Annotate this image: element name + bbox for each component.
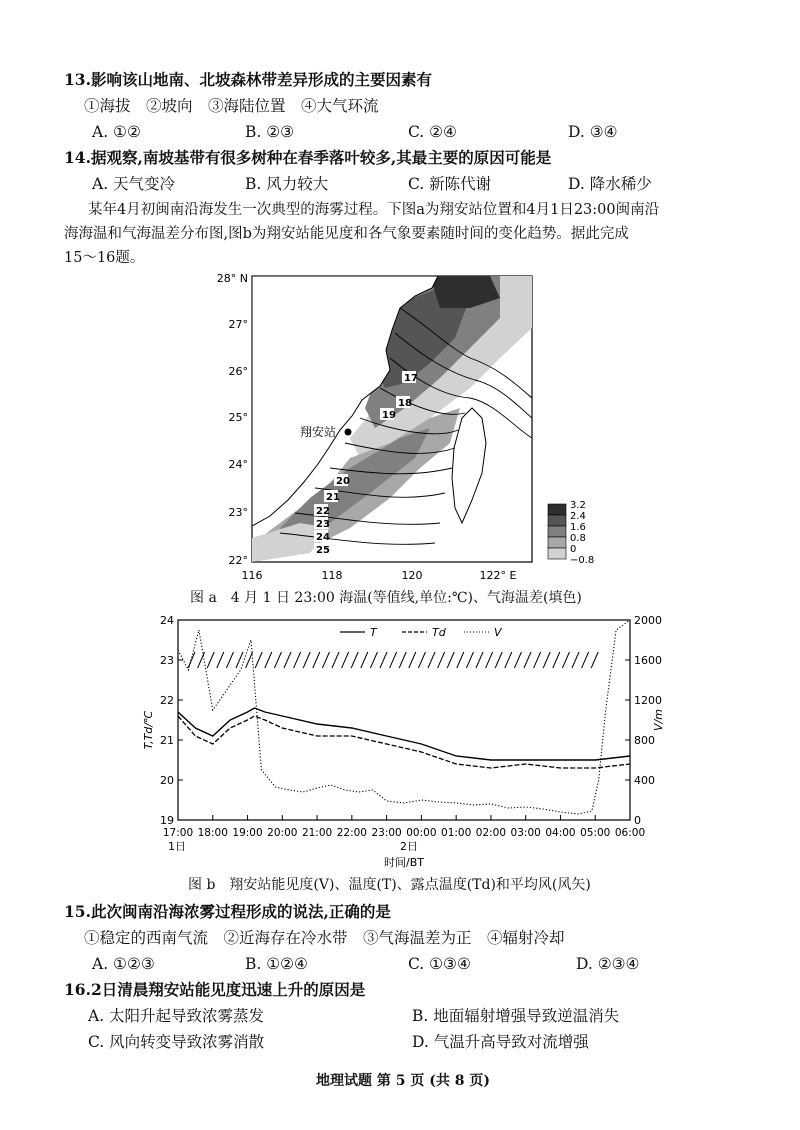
- lon-label-118: 118: [321, 569, 343, 582]
- question-16-option-c[interactable]: C. 风向转变导致浓雾消散: [88, 1033, 265, 1051]
- question-15-option-d[interactable]: D. ②③④: [576, 955, 640, 973]
- y-axis-right-title: V/m: [652, 709, 665, 731]
- wind-barb: [370, 652, 377, 668]
- y-left-tick-label: 21: [160, 734, 174, 747]
- wind-barb: [505, 652, 512, 668]
- y-axis-left-title: T,Td/℃: [142, 710, 155, 750]
- legend-swatch-3: [548, 537, 566, 548]
- legend-label-t: T: [370, 626, 377, 639]
- question-14-option-c[interactable]: C. 新陈代谢: [408, 175, 492, 193]
- x-tick-label: 23:00: [371, 827, 402, 839]
- isotherm-label-24: 24: [316, 532, 330, 543]
- chart-legend: [340, 626, 503, 639]
- wind-barb: [409, 652, 416, 668]
- lat-label-28: 28° N: [216, 272, 248, 285]
- wind-barb: [457, 652, 464, 668]
- lat-label-24: 24°: [228, 458, 248, 471]
- question-14-option-b[interactable]: B. 风力较大: [245, 175, 329, 193]
- wind-barbs: [188, 652, 598, 668]
- question-16-stem: 16.2日清晨翔安站能见度迅速上升的原因是: [64, 980, 366, 999]
- question-16-option-a[interactable]: A. 太阳升起导致浓雾蒸发: [88, 1007, 265, 1025]
- x-tick-label: 03:00: [510, 827, 541, 839]
- wind-barb: [390, 652, 397, 668]
- isotherm-label-25: 25: [316, 545, 330, 556]
- wind-barb: [591, 652, 598, 668]
- wind-barb: [226, 652, 233, 668]
- y-right-tick-label: 1600: [634, 654, 662, 667]
- wind-barb: [572, 652, 579, 668]
- wind-barb: [476, 652, 483, 668]
- question-13-option-c[interactable]: C. ②④: [408, 123, 457, 141]
- wind-barb: [399, 652, 406, 668]
- y-left-tick-label: 23: [160, 654, 174, 667]
- question-14-option-a[interactable]: A. 天气变冷: [92, 175, 176, 193]
- wind-barb: [246, 652, 253, 668]
- lat-label-22: 22°: [228, 554, 248, 567]
- question-14-stem: 14.据观察,南坡基带有很多树种在春季落叶较多,其最主要的原因可能是: [64, 148, 552, 167]
- legend-label-td: Td: [432, 626, 446, 639]
- x-tick-label: 01:00: [441, 827, 472, 839]
- legend-swatch-1: [548, 515, 566, 526]
- x-tick-label: 22:00: [336, 827, 367, 839]
- x-tick-label: 18:00: [197, 827, 228, 839]
- wind-barb: [255, 652, 262, 668]
- x-tick-label: 04:00: [545, 827, 576, 839]
- wind-barb: [553, 652, 560, 668]
- wind-barb: [332, 652, 339, 668]
- x-tick-label: 19:00: [232, 827, 263, 839]
- question-15-factors: ①稳定的西南气流 ②近海存在冷水带 ③气海温差为正 ④辐射冷却: [84, 929, 565, 947]
- question-16-option-d[interactable]: D. 气温升高导致对流增强: [412, 1033, 589, 1051]
- question-13-option-d[interactable]: D. ③④: [568, 123, 618, 141]
- isotherm-label-17: 17: [404, 373, 418, 384]
- x-tick-label: 06:00: [614, 827, 646, 839]
- y-right-tick-label: 2000: [634, 614, 662, 627]
- y-right-tick-label: 400: [634, 774, 655, 787]
- lon-label-122: 122° E: [479, 569, 517, 582]
- lat-label-23: 23°: [228, 506, 248, 519]
- y-right-tick-label: 800: [634, 734, 655, 747]
- legend-label-0.8: 0.8: [570, 533, 586, 544]
- wind-barb: [380, 652, 387, 668]
- wind-barb: [284, 652, 291, 668]
- series-v-line: [178, 620, 630, 814]
- legend-label-neg0.8: −0.8: [570, 555, 595, 566]
- y-right-tick-label: 0: [634, 814, 641, 827]
- question-15-option-b[interactable]: B. ①②④: [245, 955, 308, 973]
- wind-barb: [418, 652, 425, 668]
- legend-label-1.6: 1.6: [570, 522, 586, 533]
- x-sublabel-day1: 1日: [168, 840, 186, 853]
- x-tick-label: 17:00: [162, 827, 194, 839]
- question-13-factors: ①海拔 ②坡向 ③海陆位置 ④大气环流: [84, 97, 379, 115]
- question-16-option-b[interactable]: B. 地面辐射增强导致逆温消失: [412, 1007, 620, 1025]
- question-15-option-c[interactable]: C. ①③④: [408, 955, 471, 973]
- y-right-tick-label: 1200: [634, 694, 662, 707]
- wind-barb: [294, 652, 301, 668]
- lat-label-26: 26°: [228, 365, 248, 378]
- series-t-line: [178, 708, 630, 760]
- x-tick-label: 21:00: [301, 827, 333, 839]
- y-left-tick-label: 22: [160, 694, 174, 707]
- wind-barb: [303, 652, 310, 668]
- lon-label-120: 120: [401, 569, 423, 582]
- wind-barb: [438, 652, 445, 668]
- wind-barb: [486, 652, 493, 668]
- figure-a-map: [200, 268, 630, 586]
- wind-barb: [342, 652, 349, 668]
- passage-line-3: 15～16题。: [64, 250, 145, 266]
- wind-barb: [313, 652, 320, 668]
- wind-barb: [495, 652, 502, 668]
- question-13-option-b[interactable]: B. ②③: [245, 123, 295, 141]
- wind-barb: [534, 652, 541, 668]
- question-13-stem: 13.影响该山地南、北坡森林带差异形成的主要因素有: [64, 70, 432, 89]
- x-tick-label: 05:00: [580, 827, 611, 839]
- legend-label-3.2: 3.2: [570, 500, 586, 511]
- y-left-tick-label: 24: [160, 614, 174, 627]
- legend-swatch-2: [548, 526, 566, 537]
- wind-barb: [217, 652, 224, 668]
- temp-diff-legend: [548, 500, 594, 566]
- x-tick-label: 00:00: [406, 827, 437, 839]
- lat-label-25: 25°: [228, 411, 248, 424]
- isotherm-label-23: 23: [316, 519, 330, 530]
- wind-barb: [543, 652, 550, 668]
- legend-label-v: V: [494, 626, 502, 639]
- x-axis-title: 时间/BT: [384, 856, 424, 869]
- page-footer: 地理试题 第 5 页 (共 8 页): [316, 1073, 490, 1089]
- wind-barb: [428, 652, 435, 668]
- wind-barb: [351, 652, 358, 668]
- x-sublabel-day2: 2日: [400, 840, 418, 853]
- legend-swatch-0: [548, 504, 566, 515]
- wind-barb: [466, 652, 473, 668]
- wind-barb: [514, 652, 521, 668]
- wind-barb: [207, 652, 214, 668]
- x-tick-label: 20:00: [267, 827, 298, 839]
- wind-barb: [361, 652, 368, 668]
- question-15-stem: 15.此次闽南沿海浓雾过程形成的说法,正确的是: [64, 902, 391, 921]
- wind-barb: [582, 652, 589, 668]
- xiangan-station-label: 翔安站: [300, 425, 337, 439]
- xiangan-station-marker: [345, 429, 352, 436]
- figure-b-caption: 图 b 翔安站能见度(V)、温度(T)、露点温度(Td)和平均风(风矢): [188, 877, 591, 893]
- wind-barb: [265, 652, 272, 668]
- wind-barb: [274, 652, 281, 668]
- lat-label-27: 27°: [228, 318, 248, 331]
- lon-label-116: 116: [241, 569, 263, 582]
- isotherm-label-20: 20: [336, 476, 350, 487]
- question-13-option-a[interactable]: A. ①②: [92, 123, 141, 141]
- isotherm-label-21: 21: [326, 492, 340, 503]
- wind-barb: [562, 652, 569, 668]
- figure-b-chart: [140, 612, 670, 872]
- wind-barb: [524, 652, 531, 668]
- figure-a-caption: 图 a 4 月 1 日 23:00 海温(等值线,单位:℃)、气海温差(填色): [190, 590, 582, 606]
- passage-line-2: 海海温和气海温差分布图,图b为翔安站能见度和各气象要素随时间的变化趋势。据此完成: [64, 226, 629, 242]
- legend-swatch-4: [548, 548, 566, 559]
- chart-plot-frame: [178, 620, 630, 820]
- isotherm-label-19: 19: [382, 410, 396, 421]
- passage-line-1: 某年4月初闽南沿海发生一次典型的海雾过程。下图a为翔安站位置和4月1日23:00闽南沿: [88, 202, 660, 218]
- question-14-option-d[interactable]: D. 降水稀少: [568, 175, 652, 193]
- isotherm-label-22: 22: [316, 506, 330, 517]
- question-15-option-a[interactable]: A. ①②③: [92, 955, 155, 973]
- wind-barb: [447, 652, 454, 668]
- wind-barb: [198, 652, 205, 668]
- legend-label-2.4: 2.4: [570, 511, 586, 522]
- legend-label-0: 0: [570, 544, 577, 555]
- y-left-tick-label: 20: [160, 774, 174, 787]
- y-left-tick-label: 19: [160, 814, 174, 827]
- x-tick-label: 02:00: [475, 827, 507, 839]
- wind-barb: [322, 652, 329, 668]
- isotherm-label-18: 18: [398, 398, 412, 409]
